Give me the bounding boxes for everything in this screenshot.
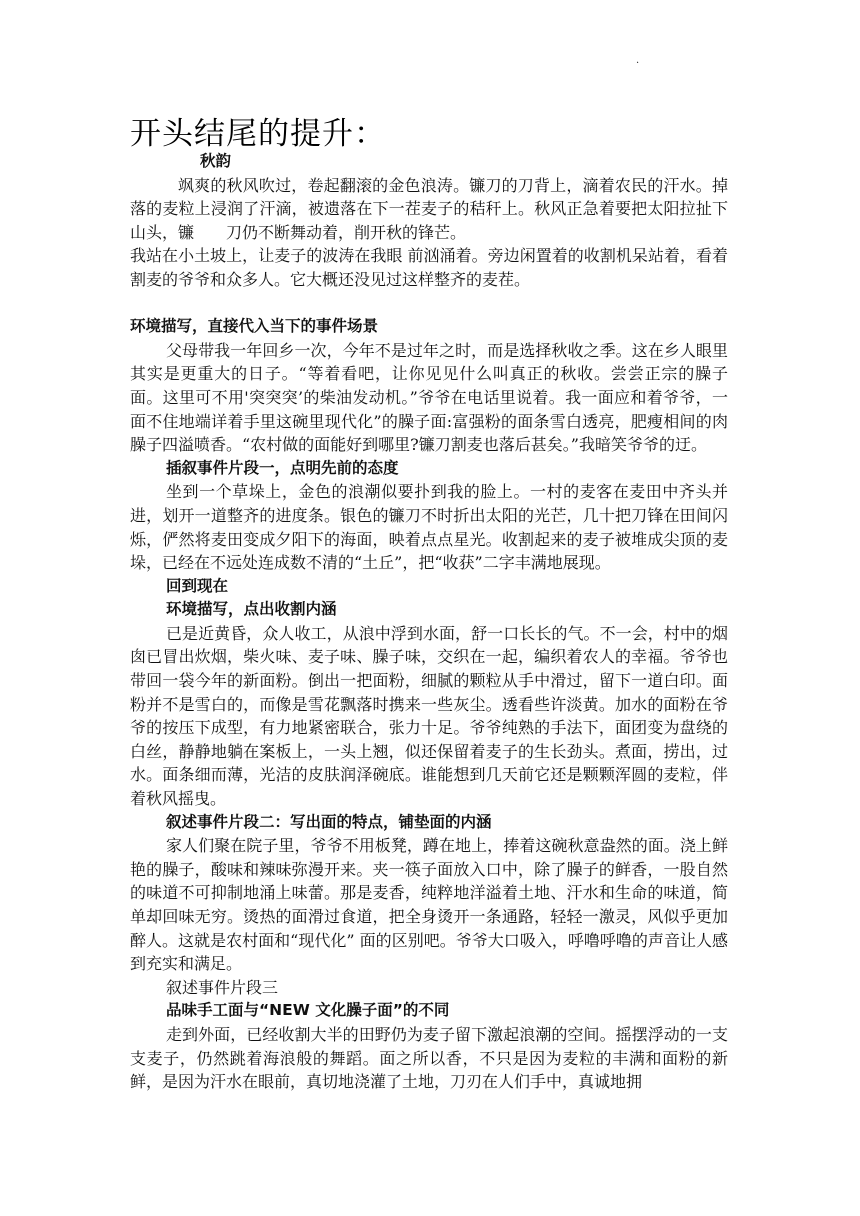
document-body (130, 150, 728, 1094)
section-note: 叙述事件片段三 (166, 977, 279, 997)
page-title: 开头结尾的提升： (130, 116, 386, 152)
section-paragraph: 坐到一个草垛上，金色的浪潮似要扑到我的脸上。一村的麦客在麦田中齐头并进，划开一道整齐的进度条。银色的镰刀不时折出太阳的光芒，几十把刀锋在田间闪烁，俨然将麦田变成夕阳下的海面，映着点点星光。收割起来的麦子被堆成尖顶的麦垛，已经在不远处连成数不清的“土丘”，把“收获”二字丰满地展现。 (130, 482, 728, 573)
section-paragraph: 家人们聚在院子里，爷爷不用板凳，蹲在地上，捧着这碗秋意盎然的面。浇上鲜艳的臊子，酸味和辣味弥漫开来。夹一筷子面放入口中，除了臊子的鲜香，一股自然的味道不可抑制地涌上味蕾。那是麦香，纯粹地洋溢着土地、汗水和生命的味道，简单却回味无穷。烫热的面滑过食道，把全身烫开一条通路，轻轻一激灵，风似乎更加醉人。这就是农村面和“现代化” 面的区别吧。爷爷大口吸入，呼噜呼噜的声音让人感到充实和满足。 (130, 836, 728, 974)
section-paragraph: 走到外面，已经收割大半的田野仍为麦子留下激起浪潮的空间。摇摆浮动的一支支麦子，仍然跳着海浪般的舞蹈。面之所以香，不只是因为麦粒的丰满和面粉的新鲜，是因为汗水在眼前，真切地浇灌了土地，刀刃在人们手中，真诚地拥 (130, 1024, 728, 1092)
section-heading: 环境描写，直接代入当下的事件场景 (130, 317, 379, 336)
section-paragraph: 父母带我一年回乡一次，今年不是过年之时，而是选择秋收之季。这在乡人眼里其实是更重大的日子。“等着看吧，让你见见什么叫真正的秋收。尝尝正宗的臊子面。这里可不用'突突突’的柴油发动机。”爷爷在电话里说着。我一面应和着爷爷，一面不住地端详着手里这碗里现代化”的臊子面:富强粉的面条雪白透亮，肥瘦相间的肉臊子四溢喷香。“农村做的面能好到哪里?镰刀割麦也落后甚矣。”我暗笑爷爷的迂。 (130, 340, 728, 455)
poem-paragraph: 飒爽的秋风吹过，卷起翻滚的金色浪涛。镰刀的刀背上，滴着农民的汗水。掉落的麦粒上浸润了汗滴，被遗落在下一茬麦子的秸秆上。秋风正急着要把太阳拉扯下山头，镰 刀仍不断舞动着，削开秋的锋芒。 (130, 175, 728, 242)
poem-paragraph: 我站在小土坡上，让麦子的波涛在我眼 前汹涌着。旁边闲置着的收割机呆站着，看着割麦的爷爷和众多人。它大概还没见过这样整齐的麦茬。 (130, 246, 728, 289)
section-subheading: 环境描写，点出收割内涵 (166, 600, 337, 619)
section-heading: 品味手工面与“NEW 文化臊子面”的不同 (166, 1001, 450, 1020)
section-heading: 插叙事件片段一，点明先前的态度 (166, 458, 399, 477)
corner-mark: · (636, 58, 640, 69)
poem-title: 秋韵 (200, 152, 232, 170)
section-heading: 回到现在 (166, 576, 229, 595)
spacer (130, 292, 728, 316)
section-paragraph: 已是近黄昏，众人收工，从浪中浮到水面，舒一口长长的气。不一会，村中的烟囱已冒出炊烟，柴火味、麦子味、臊子味，交织在一起，编织着农人的幸福。爷爷也带回一袋今年的新面粉。倒出一把面粉，细腻的颗粒从手中滑过，留下一道白印。面粉并不是雪白的，而像是雪花飘落时携来一些灰尘。透看些许淡黄。加水的面粉在爷爷的按压下成型，有力地紧密联合，张力十足。爷爷纯熟的手法下，面团变为盘绕的白丝，静静地躺在案板上，一头上翘，似还保留着麦子的生长劲头。煮面，捞出，过水。面条细而薄，光洁的皮肤润泽碗底。谁能想到几天前它还是颗颗浑圆的麦粒，伴着秋风摇曳。 (130, 623, 728, 809)
section-heading: 叙述事件片段二：写出面的特点，铺垫面的内涵 (166, 812, 492, 831)
